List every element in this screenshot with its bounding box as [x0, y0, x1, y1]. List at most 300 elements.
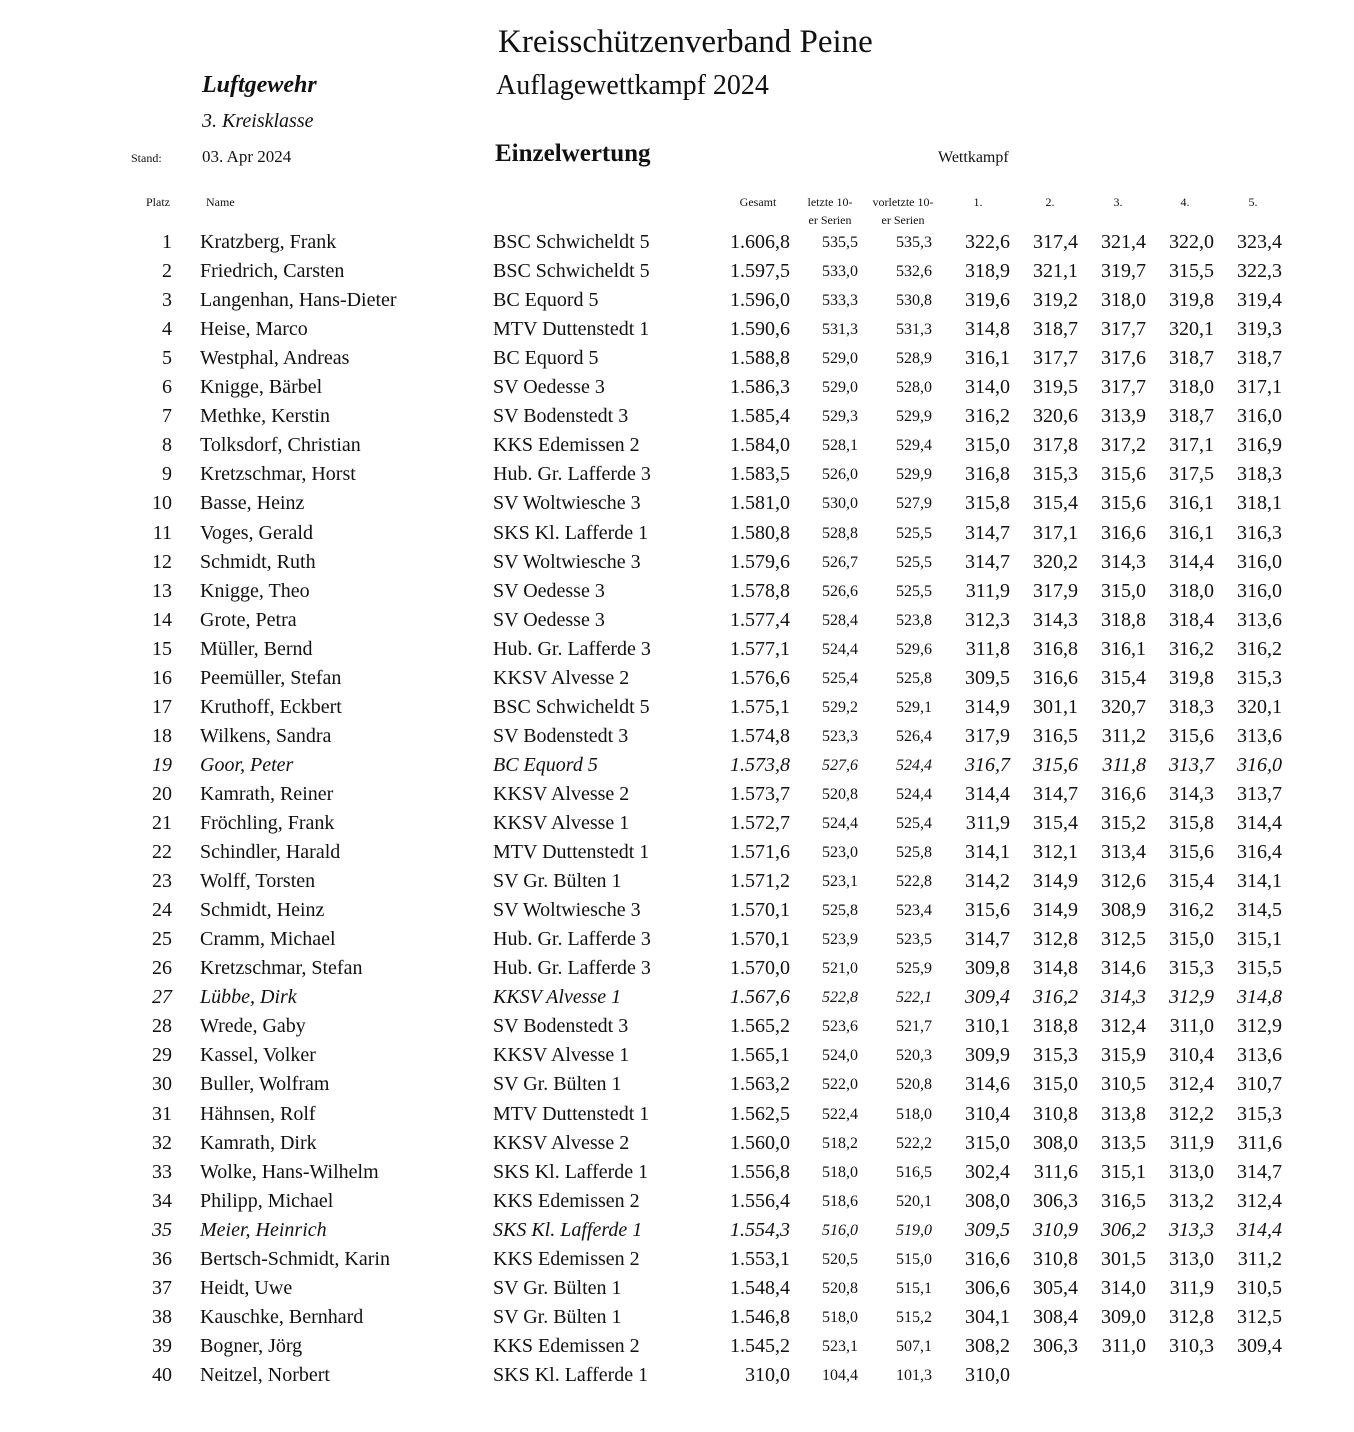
- row-gesamt: 1.553,1: [730, 1247, 790, 1270]
- row-gesamt: 310,0: [745, 1363, 790, 1386]
- row-letzte-serien: 525,8: [822, 902, 858, 920]
- row-wk4: 316,2: [1169, 637, 1214, 660]
- row-gesamt: 1.576,6: [730, 666, 790, 689]
- row-platz: 38: [152, 1305, 172, 1328]
- row-letzte-serien: 523,9: [822, 931, 858, 949]
- row-wk3: 314,3: [1101, 986, 1146, 1009]
- row-wk2: 312,1: [1033, 841, 1078, 864]
- row-wk1: 306,6: [965, 1276, 1010, 1299]
- row-wk5: 322,3: [1237, 260, 1282, 283]
- row-wk4: 317,1: [1169, 434, 1214, 457]
- row-wk4: 316,2: [1169, 899, 1214, 922]
- row-verein: BSC Schwicheldt 5: [493, 260, 650, 283]
- table-row: [0, 1129, 1354, 1158]
- row-wk3: 321,4: [1101, 231, 1146, 253]
- table-row: [0, 257, 1354, 286]
- row-wk5: 316,0: [1237, 405, 1282, 428]
- row-gesamt: 1.563,2: [730, 1073, 790, 1096]
- row-wk5: 318,7: [1237, 347, 1282, 370]
- row-wk1: 315,0: [965, 434, 1010, 457]
- row-wk4: 312,2: [1169, 1102, 1214, 1125]
- col-wk4: 4.: [1180, 195, 1190, 209]
- row-gesamt: 1.570,0: [730, 957, 790, 980]
- row-wk5: 311,6: [1237, 1131, 1282, 1154]
- row-verein: SV Gr. Bülten 1: [493, 1276, 622, 1299]
- table-row: [0, 1303, 1354, 1332]
- row-wk1: 309,5: [965, 1218, 1010, 1241]
- col-gesamt: Gesamt: [739, 195, 777, 209]
- table-row: [0, 751, 1354, 780]
- row-wk5: 312,4: [1237, 1189, 1282, 1212]
- row-gesamt: 1.562,5: [730, 1102, 790, 1125]
- row-wk3: 301,5: [1101, 1247, 1146, 1270]
- col-wk2: 2.: [1045, 195, 1055, 209]
- row-wk1: 312,3: [965, 608, 1010, 631]
- row-wk3: 308,9: [1101, 899, 1146, 922]
- row-verein: SV Gr. Bülten 1: [493, 870, 622, 893]
- row-wk2: 310,8: [1033, 1247, 1078, 1270]
- row-wk2: 319,2: [1033, 289, 1078, 312]
- row-wk1: 316,2: [965, 405, 1010, 428]
- row-letzte-serien: 524,4: [822, 640, 858, 658]
- row-wk4: 318,4: [1169, 608, 1214, 631]
- row-vorletzte-serien: 522,1: [896, 989, 932, 1007]
- row-gesamt: 1.570,1: [730, 928, 790, 951]
- row-platz: 28: [152, 1015, 172, 1038]
- row-wk5: 316,0: [1237, 579, 1282, 602]
- row-wk4: 315,6: [1169, 841, 1214, 864]
- row-wk2: 311,6: [1033, 1160, 1078, 1183]
- row-wk2: 314,3: [1033, 608, 1078, 631]
- row-name: Neitzel, Norbert: [200, 1363, 330, 1386]
- row-gesamt: 1.597,5: [730, 260, 790, 283]
- row-wk2: 306,3: [1033, 1189, 1078, 1212]
- row-gesamt: 1.577,4: [730, 608, 790, 631]
- table-row: [0, 722, 1354, 751]
- row-wk5: 316,0: [1237, 550, 1282, 573]
- row-wk1: 309,5: [965, 666, 1010, 689]
- row-verein: SV Woltwiesche 3: [493, 492, 641, 515]
- row-wk3: 311,8: [1102, 753, 1146, 776]
- table-row: [0, 577, 1354, 606]
- row-wk5: 320,1: [1237, 695, 1282, 718]
- row-wk5: 323,4: [1237, 231, 1282, 253]
- row-wk1: 309,4: [965, 986, 1010, 1009]
- table-row: [0, 838, 1354, 867]
- col-vorletzte-line1: vorletzte 10-: [872, 195, 934, 209]
- row-name: Fröchling, Frank: [200, 812, 335, 834]
- row-wk3: 314,0: [1101, 1276, 1146, 1299]
- row-wk1: 314,4: [965, 782, 1010, 805]
- row-platz: 36: [152, 1247, 172, 1270]
- row-platz: 13: [152, 579, 172, 602]
- row-letzte-serien: 104,4: [822, 1366, 858, 1384]
- row-name: Heise, Marco: [200, 318, 308, 341]
- row-platz: 1: [162, 231, 172, 253]
- row-wk2: 319,5: [1033, 376, 1078, 399]
- row-wk2: 301,1: [1033, 695, 1078, 718]
- row-gesamt: 1.574,8: [730, 724, 790, 747]
- row-letzte-serien: 528,4: [822, 611, 858, 629]
- row-vorletzte-serien: 101,3: [896, 1366, 932, 1384]
- row-vorletzte-serien: 519,0: [896, 1221, 932, 1239]
- row-wk5: 317,1: [1237, 376, 1282, 399]
- row-wk1: 314,8: [965, 318, 1010, 341]
- row-wk1: 302,4: [965, 1160, 1010, 1183]
- row-vorletzte-serien: 532,6: [896, 263, 932, 281]
- row-wk5: 318,3: [1237, 463, 1282, 486]
- row-wk2: 315,0: [1033, 1073, 1078, 1096]
- row-name: Tolksdorf, Christian: [200, 434, 361, 457]
- row-wk4: 315,6: [1169, 724, 1214, 747]
- row-platz: 22: [152, 841, 172, 864]
- row-verein: KKSV Alvesse 1: [493, 812, 630, 834]
- row-wk3: 313,5: [1101, 1131, 1146, 1154]
- row-gesamt: 1.571,6: [730, 841, 790, 864]
- row-platz: 31: [152, 1102, 172, 1125]
- row-wk3: 316,1: [1101, 637, 1146, 660]
- row-wk5: 315,5: [1237, 957, 1282, 980]
- row-wk5: 314,4: [1237, 1218, 1282, 1241]
- row-wk1: 311,8: [965, 637, 1010, 660]
- row-verein: BC Equord 5: [493, 289, 599, 312]
- row-vorletzte-serien: 529,4: [896, 437, 932, 455]
- row-vorletzte-serien: 529,6: [896, 640, 932, 658]
- row-wk1: 310,4: [965, 1102, 1010, 1125]
- row-wk2: 318,7: [1033, 318, 1078, 341]
- row-verein: SV Bodenstedt 3: [493, 1015, 629, 1038]
- row-vorletzte-serien: 522,8: [896, 873, 932, 891]
- row-wk1: 314,7: [965, 550, 1010, 573]
- row-verein: SKS Kl. Lafferde 1: [493, 1218, 643, 1241]
- row-platz: 33: [152, 1160, 172, 1183]
- row-name: Wolke, Hans-Wilhelm: [200, 1160, 379, 1183]
- document-subtitle: Auflagewettkampf 2024: [496, 70, 769, 101]
- row-gesamt: 1.556,4: [730, 1189, 790, 1212]
- row-vorletzte-serien: 518,0: [896, 1105, 932, 1123]
- table-row: [0, 1100, 1354, 1129]
- row-letzte-serien: 528,8: [822, 524, 858, 542]
- weapon-class: Luftgewehr: [202, 72, 317, 98]
- row-gesamt: 1.545,2: [730, 1334, 790, 1357]
- row-wk2: 317,9: [1033, 579, 1078, 602]
- row-letzte-serien: 520,5: [822, 1250, 858, 1268]
- row-verein: SV Bodenstedt 3: [493, 405, 629, 428]
- row-gesamt: 1.579,6: [730, 550, 790, 573]
- row-name: Schmidt, Heinz: [200, 899, 325, 922]
- row-wk4: 315,3: [1169, 957, 1214, 980]
- row-wk2: 315,3: [1033, 1044, 1078, 1067]
- row-name: Peemüller, Stefan: [200, 666, 342, 689]
- row-platz: 9: [162, 463, 172, 486]
- row-name: Knigge, Bärbel: [200, 376, 323, 399]
- league-class: 3. Kreisklasse: [202, 110, 314, 132]
- row-vorletzte-serien: 529,1: [896, 698, 932, 716]
- row-platz: 10: [152, 492, 172, 515]
- row-wk3: 312,6: [1101, 870, 1146, 893]
- row-verein: KKSV Alvesse 2: [493, 1131, 630, 1154]
- row-platz: 4: [162, 318, 172, 341]
- row-wk4: 313,7: [1169, 753, 1214, 776]
- table-row: [0, 809, 1354, 838]
- row-platz: 34: [152, 1189, 172, 1212]
- row-wk2: 317,8: [1033, 434, 1078, 457]
- row-wk4: 318,0: [1169, 579, 1214, 602]
- row-wk2: 317,1: [1033, 521, 1078, 544]
- row-platz: 11: [152, 521, 172, 544]
- row-vorletzte-serien: 507,1: [896, 1337, 932, 1355]
- row-vorletzte-serien: 516,5: [896, 1163, 932, 1181]
- row-wk2: 316,2: [1033, 986, 1078, 1009]
- row-vorletzte-serien: 531,3: [896, 321, 932, 339]
- row-name: Cramm, Michael: [200, 928, 336, 951]
- row-wk3: 311,0: [1101, 1334, 1146, 1357]
- table-row: [0, 373, 1354, 402]
- row-letzte-serien: 518,0: [822, 1308, 858, 1326]
- row-wk5: 318,1: [1237, 492, 1282, 515]
- row-platz: 16: [152, 666, 172, 689]
- row-verein: Hub. Gr. Lafferde 3: [493, 928, 651, 951]
- row-vorletzte-serien: 525,4: [896, 815, 932, 832]
- row-wk5: 314,4: [1237, 812, 1282, 834]
- table-row: [0, 431, 1354, 460]
- row-wk1: 311,9: [965, 812, 1010, 834]
- row-letzte-serien: 527,6: [822, 756, 858, 774]
- row-platz: 15: [152, 637, 172, 660]
- row-wk3: 315,0: [1101, 579, 1146, 602]
- row-vorletzte-serien: 524,4: [896, 756, 932, 774]
- table-row: [0, 1158, 1354, 1187]
- row-name: Basse, Heinz: [200, 492, 305, 515]
- row-vorletzte-serien: 523,4: [896, 902, 932, 920]
- row-wk4: 314,4: [1169, 550, 1214, 573]
- row-letzte-serien: 529,0: [822, 350, 858, 368]
- row-wk4: 318,3: [1169, 695, 1214, 718]
- row-wk5: 313,6: [1237, 1044, 1282, 1067]
- row-gesamt: 1.580,8: [730, 521, 790, 544]
- row-vorletzte-serien: 524,4: [896, 785, 932, 803]
- row-platz: 20: [152, 782, 172, 805]
- row-wk1: 315,8: [965, 492, 1010, 515]
- row-wk3: 313,8: [1101, 1102, 1146, 1125]
- row-wk1: 314,7: [965, 928, 1010, 951]
- row-platz: 2: [162, 260, 172, 283]
- row-vorletzte-serien: 525,9: [896, 960, 932, 978]
- row-vorletzte-serien: 525,8: [896, 669, 932, 687]
- row-wk5: 319,3: [1237, 318, 1282, 341]
- row-verein: KKS Edemissen 2: [493, 1334, 640, 1357]
- row-platz: 32: [152, 1131, 172, 1154]
- row-wk5: 315,3: [1237, 666, 1282, 689]
- row-wk1: 315,6: [965, 899, 1010, 922]
- row-wk5: 310,5: [1237, 1276, 1282, 1299]
- section-title: Einzelwertung: [495, 140, 651, 167]
- row-name: Kamrath, Dirk: [200, 1131, 317, 1154]
- row-name: Meier, Heinrich: [200, 1218, 327, 1241]
- stand-date: 03. Apr 2024: [202, 147, 292, 166]
- table-row: [0, 1070, 1354, 1099]
- row-verein: SV Woltwiesche 3: [493, 899, 641, 922]
- row-wk1: 318,9: [965, 260, 1010, 283]
- row-name: Wolff, Torsten: [200, 870, 316, 893]
- table-row: [0, 1361, 1354, 1390]
- row-letzte-serien: 529,2: [822, 698, 858, 716]
- row-wk4: 313,3: [1169, 1218, 1214, 1241]
- row-wk5: 312,5: [1237, 1305, 1282, 1328]
- row-wk1: 310,1: [965, 1015, 1010, 1038]
- row-wk1: 314,6: [965, 1073, 1010, 1096]
- row-name: Kamrath, Reiner: [200, 782, 334, 805]
- row-wk3: 315,6: [1101, 492, 1146, 515]
- row-vorletzte-serien: 525,5: [896, 582, 932, 600]
- row-name: Knigge, Theo: [200, 579, 310, 602]
- row-gesamt: 1.573,7: [730, 782, 790, 805]
- row-vorletzte-serien: 515,2: [896, 1308, 932, 1326]
- row-letzte-serien: 524,0: [822, 1047, 858, 1065]
- row-gesamt: 1.565,2: [730, 1015, 790, 1038]
- row-wk5: 316,3: [1237, 521, 1282, 544]
- row-name: Methke, Kerstin: [200, 405, 330, 428]
- row-wk3: 315,2: [1101, 812, 1146, 834]
- row-name: Hähnsen, Rolf: [200, 1102, 316, 1125]
- col-vorletzte: [864, 193, 942, 229]
- row-letzte-serien: 526,6: [822, 582, 858, 600]
- row-platz: 26: [152, 957, 172, 980]
- table-row: [0, 1332, 1354, 1361]
- row-wk4: 313,2: [1169, 1189, 1214, 1212]
- row-wk5: 316,4: [1237, 841, 1282, 864]
- table-row: [0, 954, 1354, 983]
- row-wk5: 313,6: [1237, 724, 1282, 747]
- row-platz: 14: [152, 608, 172, 631]
- col-wk1: 1.: [973, 195, 983, 209]
- col-letzte: [797, 193, 863, 229]
- row-wk4: 318,7: [1169, 405, 1214, 428]
- row-wk1: 308,0: [965, 1189, 1010, 1212]
- row-platz: 35: [152, 1218, 172, 1241]
- row-wk3: 320,7: [1101, 695, 1146, 718]
- row-wk3: 318,0: [1101, 289, 1146, 312]
- row-verein: KKSV Alvesse 2: [493, 782, 630, 805]
- row-wk4: 311,0: [1169, 1015, 1214, 1038]
- row-wk1: 316,8: [965, 463, 1010, 486]
- row-wk4: 319,8: [1169, 289, 1214, 312]
- row-verein: SV Gr. Bülten 1: [493, 1305, 622, 1328]
- row-verein: SKS Kl. Lafferde 1: [493, 1160, 649, 1183]
- row-wk5: 309,4: [1237, 1334, 1282, 1357]
- row-wk5: 316,9: [1237, 434, 1282, 457]
- row-platz: 23: [152, 870, 172, 893]
- row-platz: 37: [152, 1276, 172, 1299]
- row-verein: MTV Duttenstedt 1: [493, 841, 650, 864]
- row-wk2: 310,9: [1033, 1218, 1078, 1241]
- row-gesamt: 1.571,2: [730, 870, 790, 893]
- row-name: Voges, Gerald: [200, 521, 313, 544]
- col-wk3: 3.: [1113, 195, 1123, 209]
- row-gesamt: 1.548,4: [730, 1276, 790, 1299]
- row-vorletzte-serien: 520,8: [896, 1076, 932, 1094]
- row-verein: SV Bodenstedt 3: [493, 724, 629, 747]
- row-verein: SV Gr. Bülten 1: [493, 1073, 622, 1096]
- table-row: [0, 286, 1354, 315]
- row-letzte-serien: 520,8: [822, 785, 858, 803]
- row-vorletzte-serien: 523,5: [896, 931, 932, 949]
- row-gesamt: 1.578,8: [730, 579, 790, 602]
- row-wk5: 316,0: [1237, 753, 1282, 776]
- row-letzte-serien: 526,7: [822, 553, 858, 571]
- row-letzte-serien: 535,5: [822, 234, 858, 251]
- row-verein: SV Oedesse 3: [493, 608, 605, 631]
- row-letzte-serien: 523,1: [822, 1337, 858, 1355]
- row-gesamt: 1.567,6: [730, 986, 790, 1009]
- row-gesamt: 1.572,7: [730, 812, 790, 834]
- row-letzte-serien: 520,8: [822, 1279, 858, 1297]
- row-wk2: 318,8: [1033, 1015, 1078, 1038]
- row-platz: 12: [152, 550, 172, 573]
- row-wk4: 319,8: [1169, 666, 1214, 689]
- row-platz: 30: [152, 1073, 172, 1096]
- row-wk3: 315,6: [1101, 463, 1146, 486]
- row-vorletzte-serien: 520,3: [896, 1047, 932, 1065]
- row-verein: SKS Kl. Lafferde 1: [493, 521, 649, 544]
- row-vorletzte-serien: 529,9: [896, 408, 932, 426]
- row-wk1: 314,2: [965, 870, 1010, 893]
- row-verein: KKSV Alvesse 1: [493, 1044, 630, 1067]
- row-wk3: 309,0: [1101, 1305, 1146, 1328]
- row-gesamt: 1.584,0: [730, 434, 790, 457]
- row-wk4: 316,1: [1169, 492, 1214, 515]
- row-name: Wilkens, Sandra: [200, 724, 332, 747]
- row-name: Friedrich, Carsten: [200, 260, 345, 283]
- row-verein: Hub. Gr. Lafferde 3: [493, 637, 651, 660]
- row-wk4: 312,8: [1169, 1305, 1214, 1328]
- row-letzte-serien: 530,0: [822, 495, 858, 513]
- row-platz: 18: [152, 724, 172, 747]
- row-wk3: 316,5: [1101, 1189, 1146, 1212]
- table-row: [0, 606, 1354, 635]
- table-row: [0, 983, 1354, 1012]
- document-title: Kreisschützenverband Peine: [498, 24, 873, 60]
- row-vorletzte-serien: 515,1: [896, 1279, 932, 1297]
- row-wk5: 316,2: [1237, 637, 1282, 660]
- row-vorletzte-serien: 515,0: [896, 1250, 932, 1268]
- row-wk4: 315,4: [1169, 870, 1214, 893]
- row-wk1: 309,8: [965, 957, 1010, 980]
- row-wk2: 315,4: [1033, 812, 1078, 834]
- row-vorletzte-serien: 527,9: [896, 495, 932, 513]
- row-wk1: 322,6: [965, 231, 1010, 253]
- table-row: [0, 402, 1354, 431]
- row-wk2: 314,8: [1033, 957, 1078, 980]
- row-wk3: 312,5: [1101, 928, 1146, 951]
- row-letzte-serien: 522,4: [822, 1105, 858, 1123]
- row-wk5: 311,2: [1237, 1247, 1282, 1270]
- row-wk3: 319,7: [1101, 260, 1146, 283]
- row-wk1: 314,1: [965, 841, 1010, 864]
- row-name: Philipp, Michael: [200, 1189, 334, 1212]
- row-verein: KKSV Alvesse 1: [493, 986, 622, 1009]
- row-wk1: 315,0: [965, 1131, 1010, 1154]
- row-wk5: 313,7: [1237, 782, 1282, 805]
- row-gesamt: 1.570,1: [730, 899, 790, 922]
- row-platz: 19: [152, 753, 172, 776]
- col-name: Name: [206, 195, 235, 209]
- row-platz: 7: [162, 405, 172, 428]
- row-name: Heidt, Uwe: [200, 1276, 293, 1299]
- row-platz: 29: [152, 1044, 172, 1067]
- row-vorletzte-serien: 528,0: [896, 379, 932, 397]
- row-vorletzte-serien: 521,7: [896, 1018, 932, 1036]
